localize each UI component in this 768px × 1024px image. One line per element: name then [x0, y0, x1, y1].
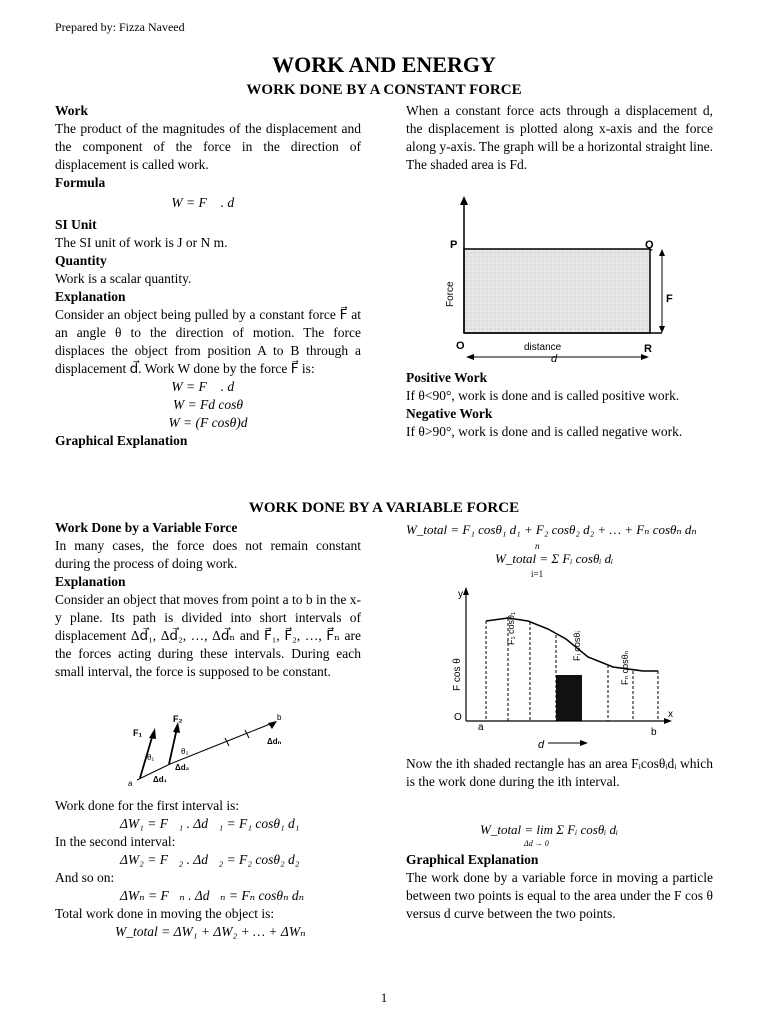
work-equation-2: W = Fd cosθ [172, 397, 244, 412]
first-interval-equation: ΔW₁ = F⃗₁ . Δd⃗₁ = F₁ cosθ₁ d₁ [120, 816, 300, 831]
graph2-label-f1cos: F₁ cosθ₁ [506, 611, 516, 645]
label-theta1: θ₁ [147, 753, 155, 762]
f1-arrow-icon [149, 728, 156, 739]
label-d1: Δd₁ [153, 775, 167, 784]
work-definition: The product of the magnitudes of the displacement and the component of the force in the direction of displacement is called work. [55, 121, 361, 172]
label-force: Force [445, 281, 456, 307]
si-unit-text: The SI unit of work is J or N m. [55, 235, 228, 250]
total-work-text: Total work done in moving the object is: [55, 906, 275, 921]
prepared-by: Prepared by: Fizza Naveed [55, 20, 185, 34]
second-interval-text: In the second interval: [55, 834, 176, 849]
variable-force-heading: Work Done by a Variable Force [55, 520, 238, 535]
label-d: d [551, 353, 558, 365]
si-unit-heading: SI Unit [55, 217, 97, 232]
explanation2-heading: Explanation [55, 574, 126, 589]
total-work-expanded-equation: W_total = F₁ cosθ₁ d₁ + F₂ cosθ₂ d₂ + … + Fₙ cosθₙ dₙ [406, 522, 697, 537]
constant-force-graph-text: When a constant force acts through a displacement d, the displacement is plotted along x-axis and the force along y-axis. The graph will be a horizontal straight line. The shaded area is Fd. [406, 103, 713, 172]
force-distance-graph [430, 192, 680, 367]
first-interval-text: Work done for the first interval is: [55, 798, 240, 813]
label-f1: F₁ [133, 728, 143, 738]
graph2-y-arrow-icon [463, 587, 469, 595]
formula-equation: W = F⃗ . d⃗ [171, 195, 245, 210]
graph2-label-x: x [668, 709, 673, 720]
section2-left-column [55, 519, 361, 681]
label-b: b [277, 713, 282, 722]
graph2-label-fncos: Fₙ cosθₙ [620, 650, 630, 685]
page-title: WORK AND ENERGY [272, 52, 496, 77]
path-diagram [125, 712, 295, 790]
limit-expression: W_total = lim Σ Fᵢ cosθᵢ dᵢ [480, 822, 619, 837]
nth-interval-equation: ΔWₙ = F⃗ₙ . Δd⃗ₙ = Fₙ cosθₙ dₙ [120, 888, 305, 903]
ith-rectangle-text-block [406, 755, 713, 791]
total-work-equation: W_total = ΔW₁ + ΔW₂ + … + ΔWₙ [115, 924, 306, 939]
graph2-label-ficos: Fᵢ cosθᵢ [572, 631, 582, 661]
positive-work-text: If θ<90°, work is done and is called positive work. [406, 388, 680, 403]
section1-right-text [406, 102, 713, 174]
section1-heading: WORK DONE BY A CONSTANT FORCE [246, 82, 522, 98]
graph2-label-o: O [454, 712, 462, 723]
section2-heading: WORK DONE BY A VARIABLE FORCE [248, 500, 520, 516]
total-work-expanded [406, 521, 716, 539]
f-arrow-down-icon [659, 326, 665, 333]
explanation-heading: Explanation [55, 289, 126, 304]
quantity-text: Work is a scalar quantity. [55, 271, 192, 286]
label-p: P [450, 239, 458, 251]
variable-force-graph [448, 585, 684, 753]
f-arrow-up-icon [659, 249, 665, 256]
sum-expression: W_total = Σ Fᵢ cosθᵢ dᵢ [495, 551, 614, 566]
graph2-label-fcos: F cos θ [452, 658, 463, 691]
graphical-explanation2-block [406, 851, 713, 923]
sum-upper-limit: n [535, 541, 540, 551]
and-so-on-text: And so on: [55, 870, 115, 885]
label-f2: F₂ [173, 714, 183, 724]
label-a: a [128, 779, 133, 788]
graphical-explanation2-text: The work done by a variable force in moving a particle between two points is equal to the area under the F cos θ versus d curve between the two points. [406, 870, 713, 921]
y-axis-arrow-icon [460, 196, 468, 205]
interval-equations [55, 797, 361, 941]
limit-equation [480, 812, 660, 852]
work-equation-3: W = (F cosθ)d [168, 415, 248, 430]
label-o: O [456, 340, 465, 352]
sum-equation [495, 541, 635, 581]
section1-left-column [55, 102, 361, 450]
shaded-work-area [464, 249, 650, 333]
work-equation-1: W = F⃗ . d⃗ [171, 379, 245, 394]
work-sign-block [406, 369, 713, 441]
displacement-path [137, 722, 275, 780]
formula-heading: Formula [55, 175, 106, 190]
graph2-label-d: d [538, 739, 545, 751]
limit-subscript: Δd → 0 [524, 839, 549, 848]
f2-vector [169, 728, 177, 764]
label-r: R [644, 343, 652, 355]
graph2-label-b: b [651, 727, 657, 738]
negative-work-text: If θ>90°, work is done and is called negative work. [406, 424, 683, 439]
sum-lower-limit: i=1 [531, 569, 544, 579]
label-distance: distance [524, 342, 562, 353]
ith-rectangle-text: Now the ith shaded rectangle has an area Fᵢcosθᵢdᵢ which is the work done during the ith interval. [406, 756, 713, 789]
quantity-heading: Quantity [55, 253, 107, 268]
graphical-explanation2-heading: Graphical Explanation [406, 852, 539, 867]
variable-force-text: In many cases, the force does not remain constant during the process of doing work. [55, 538, 361, 571]
label-q: Q [645, 239, 654, 251]
negative-work-heading: Negative Work [406, 406, 493, 421]
graph2-label-a: a [478, 722, 484, 733]
label-theta2: θ₂ [181, 747, 189, 756]
explanation2-text: Consider an object that moves from point a to b in the x-y plane. Its path is divided into short intervals of displacement Δd⃗₁, Δd⃗₂, …, Δd⃗ₙ and F⃗₁, F⃗₂, …, F⃗ₙ are the forces acting during these intervals. During each small interval, the force is supposed to be constant. [55, 592, 361, 679]
label-f: F [666, 293, 673, 305]
work-heading: Work [55, 103, 89, 118]
label-dn: Δdₙ [267, 737, 282, 746]
path-arrow-icon [268, 721, 277, 729]
graph2-label-y: y [458, 589, 463, 600]
label-d2: Δd₂ [175, 763, 190, 772]
d-arrow-left-icon [466, 354, 474, 360]
explanation-text: Consider an object being pulled by a constant force F⃗ at an angle θ to the direction of motion. The force displaces the object from position A to B through a displacement d⃗. Work W done by the force F⃗ is: [55, 307, 361, 376]
graphical-explanation-heading: Graphical Explanation [55, 433, 188, 448]
positive-work-heading: Positive Work [406, 370, 488, 385]
ith-shaded-rectangle [556, 675, 582, 721]
graph2-d-arrow-icon [580, 740, 588, 746]
page-number: 1 [380, 990, 388, 1005]
second-interval-equation: ΔW₂ = F⃗₂ . Δd⃗₂ = F₂ cosθ₂ d₂ [120, 852, 300, 867]
